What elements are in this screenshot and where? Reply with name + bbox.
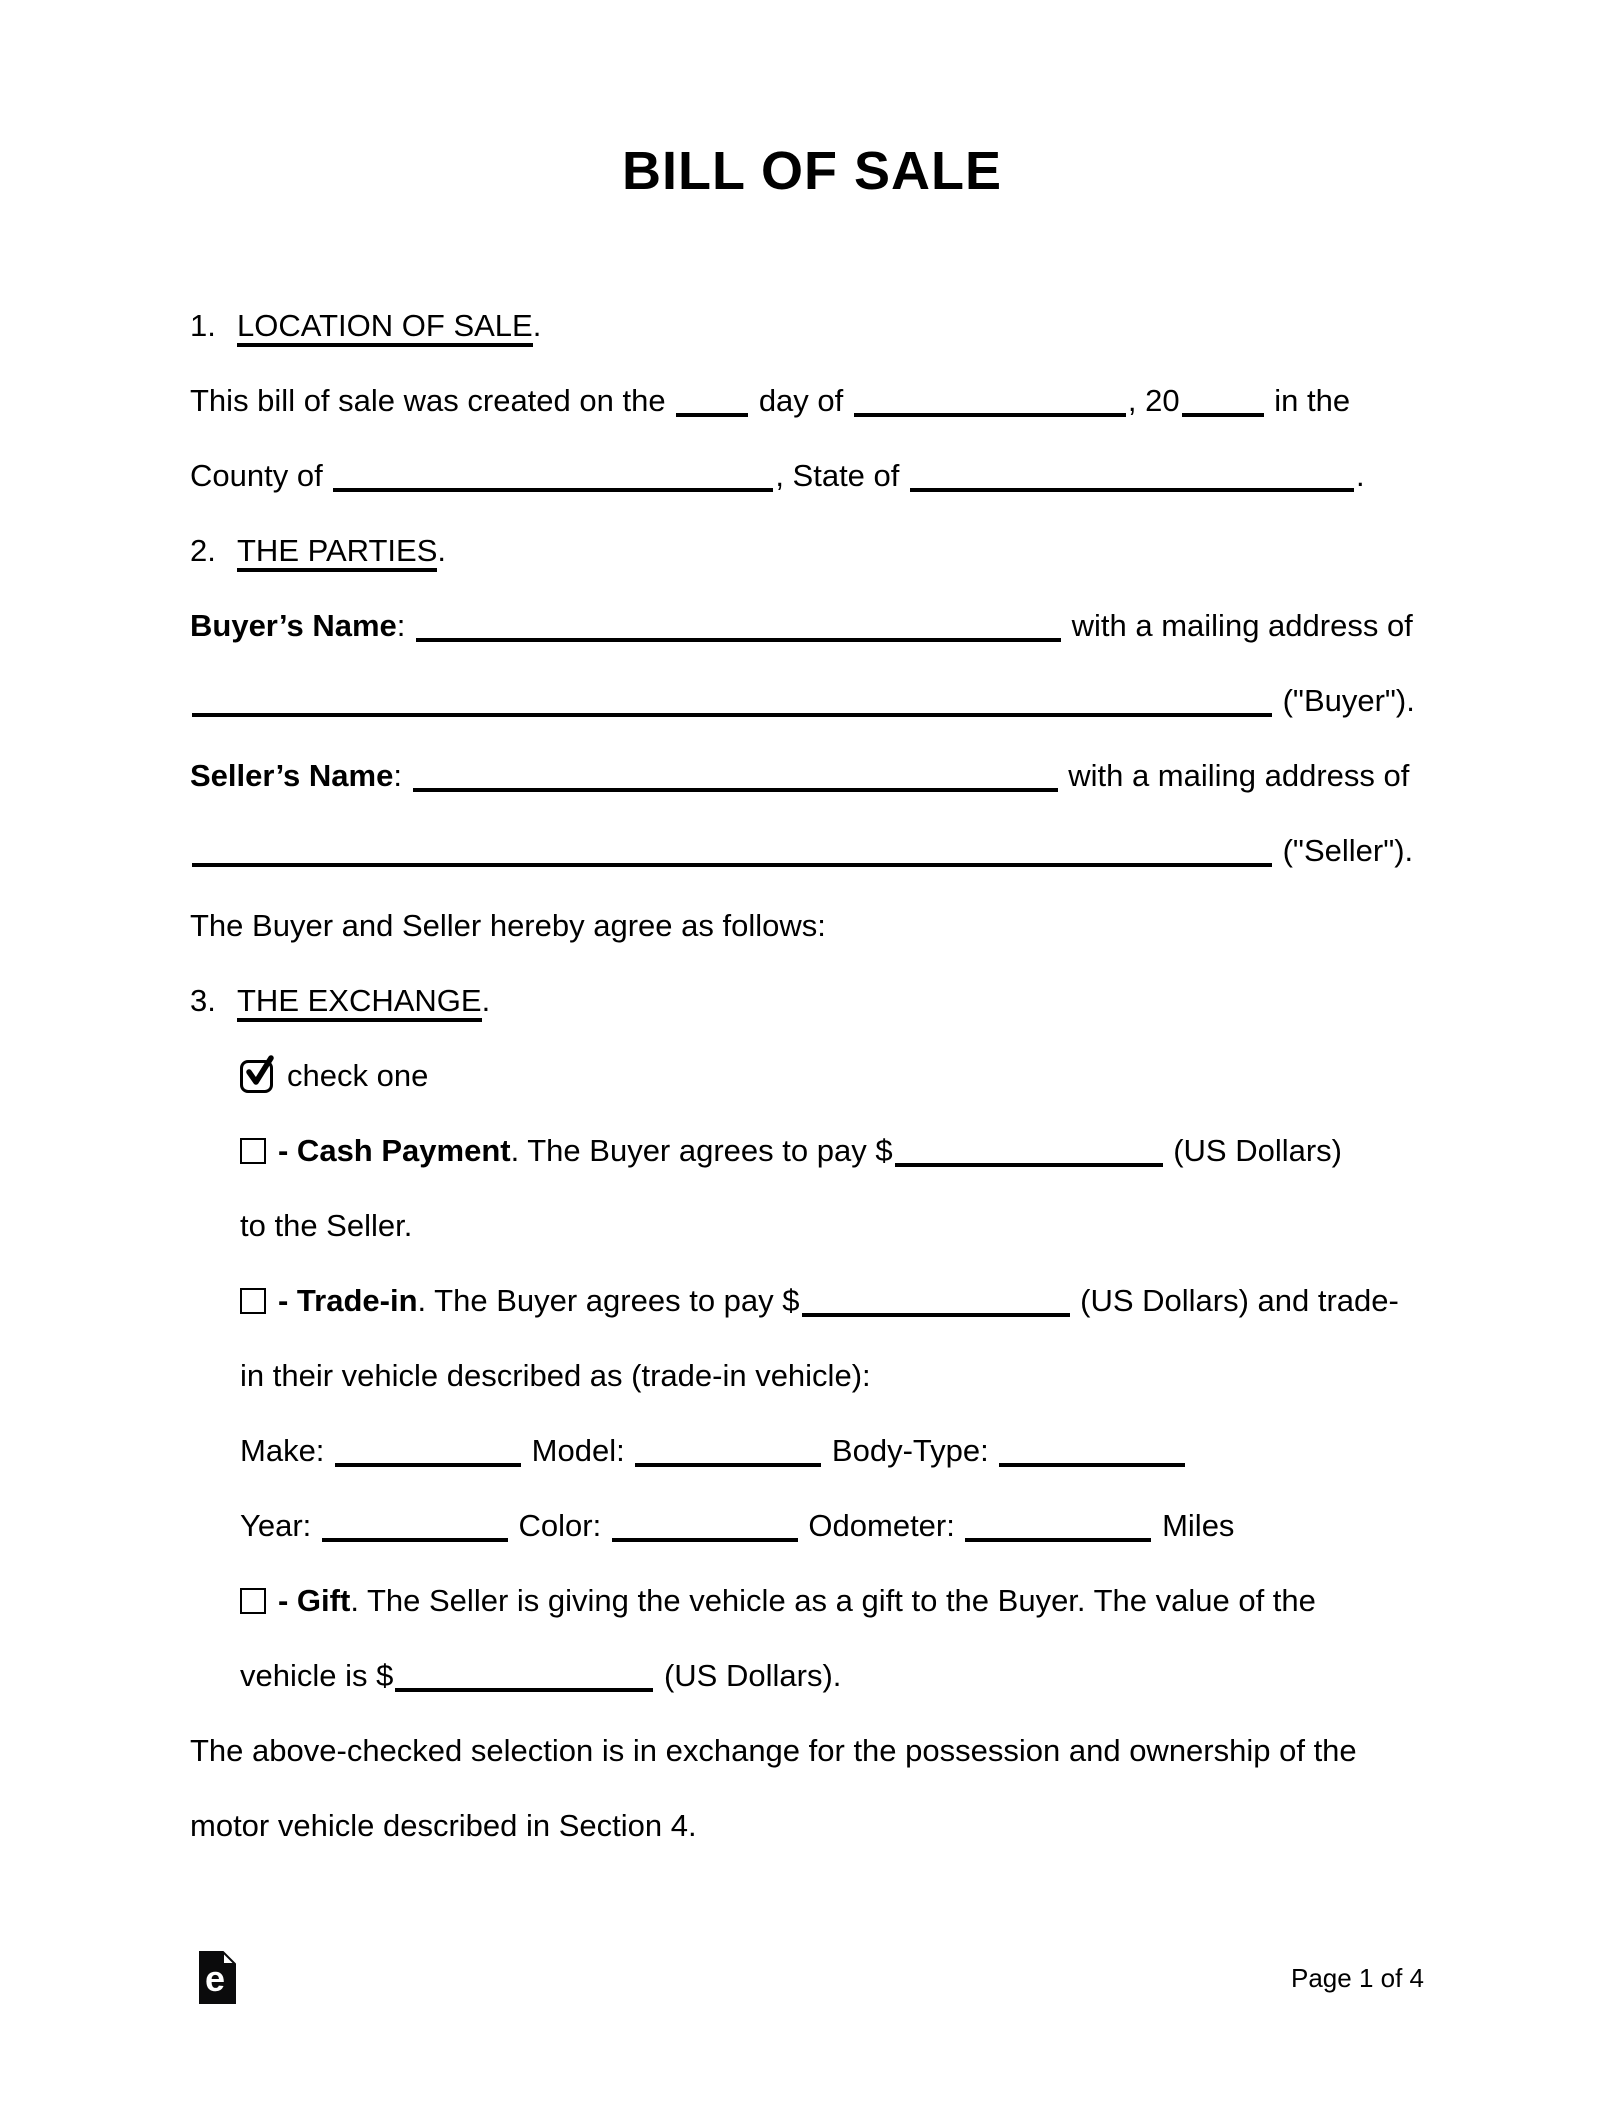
section3-title-period: .	[481, 983, 491, 1018]
seller-address-suffix: ("Seller").	[1274, 833, 1414, 868]
section3-heading	[190, 963, 1504, 1038]
buyer-name-line	[190, 588, 1504, 663]
trade-in-text-b: (US Dollars) and trade-	[1071, 1283, 1399, 1318]
eforms-logo-icon	[199, 1951, 236, 2004]
agreement-line: The Buyer and Seller hereby agree as follows:	[190, 908, 826, 943]
state-blank[interactable]	[910, 462, 1354, 492]
document-title: BILL OF SALE	[621, 141, 1002, 201]
sale-date-text-a: This bill of sale was created on the	[190, 383, 675, 418]
cash-payment-label: - Cash Payment	[278, 1133, 511, 1168]
vehicle-row-1	[190, 1413, 1504, 1488]
county-blank[interactable]	[333, 462, 773, 492]
checked-checkbox-icon[interactable]	[240, 1060, 273, 1093]
section2-number: 2.	[190, 533, 216, 568]
gift-checkbox[interactable]	[240, 1588, 266, 1614]
body-type-label: Body-Type:	[823, 1433, 998, 1468]
document-body	[0, 288, 1624, 1863]
seller-name-line	[190, 738, 1504, 813]
seller-name-suffix: with a mailing address of	[1059, 758, 1410, 793]
cash-payment-text-a: . The Buyer agrees to pay $	[510, 1133, 893, 1168]
year-blank[interactable]	[322, 1512, 508, 1542]
cash-payment-text-b: (US Dollars)	[1164, 1133, 1342, 1168]
section1-title: LOCATION OF SALE	[237, 308, 533, 347]
buyer-name-blank[interactable]	[416, 612, 1061, 642]
gift-value-text-b: (US Dollars).	[655, 1658, 842, 1693]
sale-date-text-d: in the	[1265, 383, 1351, 418]
sale-day-blank[interactable]	[676, 387, 748, 417]
trade-in-checkbox[interactable]	[240, 1288, 266, 1314]
buyer-address-suffix: ("Buyer").	[1274, 683, 1415, 718]
seller-name-colon: :	[393, 758, 411, 793]
cash-payment-checkbox[interactable]	[240, 1138, 266, 1164]
buyer-name-label: Buyer’s Name	[190, 608, 397, 643]
logo-letter: e	[205, 1958, 226, 1999]
make-blank[interactable]	[335, 1437, 521, 1467]
cash-payment-line	[190, 1113, 1504, 1188]
sale-year-blank[interactable]	[1182, 387, 1264, 417]
trade-in-text-a: . The Buyer agrees to pay $	[417, 1283, 800, 1318]
gift-value-blank[interactable]	[395, 1662, 653, 1692]
county-label: County of	[190, 458, 332, 493]
odometer-label: Odometer:	[799, 1508, 964, 1543]
check-one-line	[190, 1038, 1504, 1113]
seller-address-line	[190, 813, 1504, 888]
cash-amount-blank[interactable]	[895, 1137, 1163, 1167]
trade-in-label: - Trade-in	[278, 1283, 418, 1318]
closing-line-2: motor vehicle described in Section 4.	[190, 1808, 697, 1843]
make-label: Make:	[240, 1433, 334, 1468]
trade-amount-blank[interactable]	[802, 1287, 1070, 1317]
section3-title: THE EXCHANGE	[237, 983, 482, 1022]
color-label: Color:	[509, 1508, 610, 1543]
year-label: Year:	[240, 1508, 320, 1543]
state-label: , State of	[775, 458, 909, 493]
cash-payment-continuation: to the Seller.	[240, 1208, 413, 1243]
check-one-label: check one	[287, 1058, 429, 1093]
seller-address-blank[interactable]	[192, 837, 1272, 867]
sale-month-blank[interactable]	[854, 387, 1126, 417]
model-label: Model:	[523, 1433, 634, 1468]
sale-date-line	[190, 363, 1504, 438]
section1-heading	[190, 288, 1504, 363]
odometer-blank[interactable]	[965, 1512, 1151, 1542]
color-blank[interactable]	[612, 1512, 798, 1542]
gift-value-text-a: vehicle is $	[240, 1658, 394, 1693]
sale-date-text-b: day of	[750, 383, 852, 418]
vehicle-row-2	[190, 1488, 1504, 1563]
seller-name-label: Seller’s Name	[190, 758, 394, 793]
section1-number: 1.	[190, 308, 216, 343]
section2-heading	[190, 513, 1504, 588]
page-indicator: Page 1 of 4	[1291, 1963, 1424, 1993]
sale-date-text-c: , 20	[1127, 383, 1180, 418]
gift-line	[190, 1563, 1504, 1638]
sale-location-line	[190, 438, 1504, 513]
closing-line-1: The above-checked selection is in exchange for the possession and ownership of the	[190, 1733, 1357, 1768]
gift-text: . The Seller is giving the vehicle as a gift to the Buyer. The value of the	[350, 1583, 1316, 1618]
section1-title-period: .	[532, 308, 542, 343]
buyer-address-line	[190, 663, 1504, 738]
model-blank[interactable]	[635, 1437, 821, 1467]
gift-value-line	[190, 1638, 1504, 1713]
seller-name-blank[interactable]	[413, 762, 1058, 792]
section3-number: 3.	[190, 983, 216, 1018]
sale-location-period: .	[1356, 458, 1365, 493]
section2-title-period: .	[437, 533, 447, 568]
buyer-address-blank[interactable]	[192, 687, 1272, 717]
body-type-blank[interactable]	[999, 1437, 1185, 1467]
miles-label: Miles	[1153, 1508, 1235, 1543]
buyer-name-colon: :	[396, 608, 415, 643]
gift-label: - Gift	[278, 1583, 351, 1618]
trade-in-continuation: in their vehicle described as (trade-in vehicle):	[240, 1358, 871, 1393]
section2-title: THE PARTIES	[237, 533, 437, 572]
trade-in-line	[190, 1263, 1504, 1338]
buyer-name-suffix: with a mailing address of	[1063, 608, 1413, 643]
